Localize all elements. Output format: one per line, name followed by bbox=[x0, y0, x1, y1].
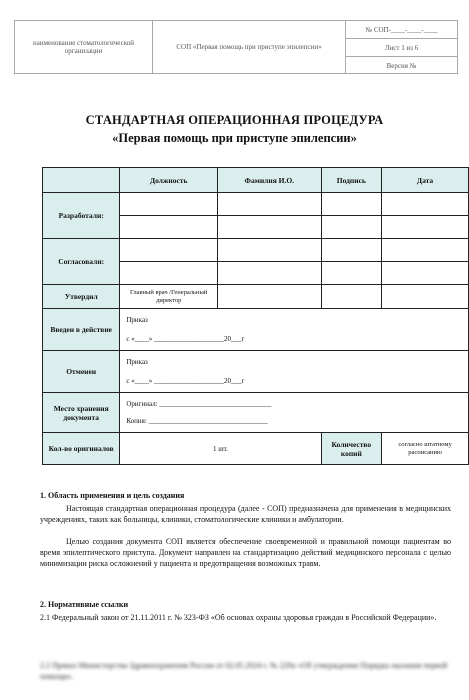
col-name: Фамилия И.О. bbox=[218, 168, 321, 193]
table-cell[interactable] bbox=[120, 193, 218, 216]
copies-label: Количество копий bbox=[321, 433, 382, 465]
table-row bbox=[43, 433, 469, 465]
section-1-paragraph-2: Целью создания документа СОП является обеспечение своевременной и правильной помощи пациентам во время эпилептического приступа. Документ направлен на стандартизацию действий медицинского персонала с целью минимизации риска осложнений у пациента и предотвращения возможных травм. bbox=[40, 537, 451, 568]
approved-position: Главный врач /Генеральный директор bbox=[120, 285, 218, 309]
approval-table bbox=[42, 167, 469, 465]
table-cell[interactable] bbox=[218, 262, 321, 285]
row-label-developed: Разработали: bbox=[43, 193, 120, 239]
page-title: СТАНДАРТНАЯ ОПЕРАЦИОННАЯ ПРОЦЕДУРА bbox=[85, 113, 384, 127]
row-label-agreed: Согласовали: bbox=[43, 239, 120, 285]
introduced-order-cell bbox=[120, 309, 469, 351]
table-cell[interactable] bbox=[218, 193, 321, 216]
table-cell[interactable] bbox=[218, 285, 321, 309]
table-cell[interactable] bbox=[120, 239, 218, 262]
header-doc-title: СОП «Первая помощь при приступе эпилепсии» bbox=[153, 21, 346, 73]
table-cell[interactable] bbox=[321, 193, 382, 216]
cancelled-order-cell bbox=[120, 351, 469, 393]
table-row bbox=[43, 309, 469, 351]
copies-value: согласно штатному расписанию bbox=[382, 433, 469, 465]
row-label-storage: Место хранения документа bbox=[43, 393, 120, 433]
section-2-item-2-blurred: 2.2 Приказ Министерства Здравоохранения России от 02.05.2024 г. № 220н «Об утверждении Порядка оказания первой помощи». bbox=[40, 661, 448, 681]
col-position: Должность bbox=[120, 168, 218, 193]
table-row bbox=[43, 393, 469, 433]
section-2-title: 2. Нормативные ссылки bbox=[40, 600, 129, 609]
introduced-order-date[interactable]: с «____» ____________________20___г bbox=[126, 334, 245, 343]
org-name: наименование стоматологической организации bbox=[15, 21, 153, 73]
cancelled-order-date[interactable]: с «____» ____________________20___г bbox=[126, 376, 245, 385]
document-header bbox=[14, 20, 458, 74]
table-header-row bbox=[43, 168, 469, 193]
cancelled-order-label: Приказ bbox=[126, 357, 148, 366]
table-row bbox=[43, 193, 469, 216]
storage-cell bbox=[120, 393, 469, 433]
table-cell[interactable] bbox=[218, 216, 321, 239]
col-date: Дата bbox=[382, 168, 469, 193]
table-cell[interactable] bbox=[382, 285, 469, 309]
row-label-cancelled: Отменен bbox=[43, 351, 120, 393]
introduced-order-label: Приказ bbox=[126, 315, 148, 324]
section-2-item-1: 2.1 Федеральный закон от 21.11.2011 г. № 323-ФЗ «Об основах охраны здоровья граждан в Российской Федерации». bbox=[40, 613, 437, 622]
table-row bbox=[43, 285, 469, 309]
table-cell[interactable] bbox=[120, 262, 218, 285]
row-label-originals: Кол-во оригиналов bbox=[43, 433, 120, 465]
originals-count: 1 шт. bbox=[120, 433, 321, 465]
section-1-paragraph-1: Настоящая стандартная операционная процедура (далее - СОП) предназначена для применения в медицинских учреждениях, таких как больницы, клиники, стоматологические клиники и амбулатории. bbox=[40, 504, 451, 524]
table-cell[interactable] bbox=[382, 193, 469, 216]
table-cell[interactable] bbox=[382, 262, 469, 285]
row-label-approved: Утвердил bbox=[43, 285, 120, 309]
table-cell[interactable] bbox=[321, 216, 382, 239]
header-meta bbox=[346, 21, 457, 73]
col-signature: Подпись bbox=[321, 168, 382, 193]
storage-original[interactable]: Оригинал: ________________________________ bbox=[126, 399, 272, 408]
table-row bbox=[43, 239, 469, 262]
table-cell[interactable] bbox=[382, 216, 469, 239]
row-label-introduced: Введен в действие bbox=[43, 309, 120, 351]
storage-copy[interactable]: Копия: __________________________________ bbox=[126, 416, 268, 425]
sop-number: № СОП-____-____-____ bbox=[346, 21, 457, 39]
table-cell[interactable] bbox=[218, 239, 321, 262]
sheet-number: Лист 1 из 6 bbox=[346, 39, 457, 57]
table-cell[interactable] bbox=[321, 262, 382, 285]
version-number: Версия № bbox=[386, 61, 417, 70]
section-1-title: 1. Область применения и цель создания bbox=[40, 491, 185, 500]
table-cell[interactable] bbox=[120, 216, 218, 239]
page-subtitle: «Первая помощь при приступе эпилепсии» bbox=[112, 131, 357, 145]
table-cell[interactable] bbox=[321, 239, 382, 262]
table-row bbox=[43, 351, 469, 393]
table-cell[interactable] bbox=[321, 285, 382, 309]
table-cell[interactable] bbox=[382, 239, 469, 262]
